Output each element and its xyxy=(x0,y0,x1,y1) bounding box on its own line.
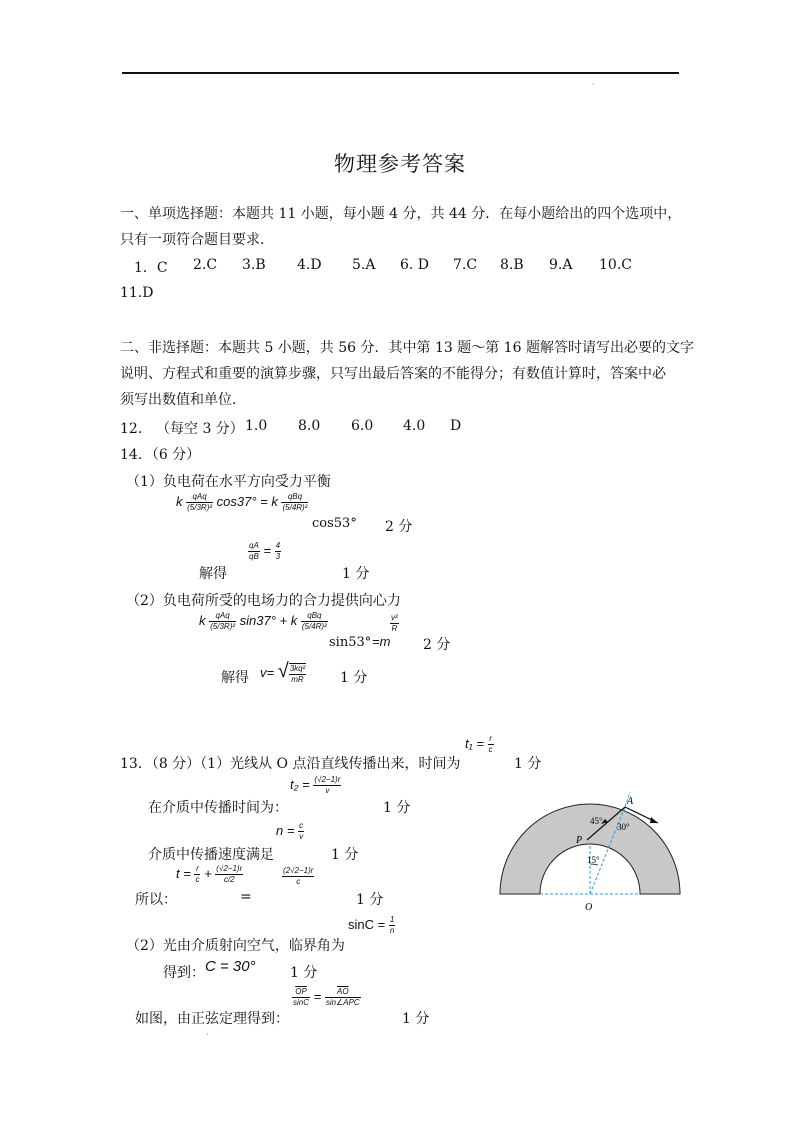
q14-solve1-label: 解得 xyxy=(199,566,227,582)
q13-line2-score: 1 分 xyxy=(383,800,411,816)
q13-line3-score: 1 分 xyxy=(331,847,359,863)
q14-solve1-eq: $\frac{qA}{qB}$ = $\frac{4}{3}$ xyxy=(249,541,281,561)
q12-answer-4: 4.0 xyxy=(403,418,426,434)
header-dot: · xyxy=(592,80,595,89)
q13-line5: （2）光由介质射向空气，临界角为 xyxy=(126,938,345,954)
q13-line6-score: 1 分 xyxy=(290,965,318,981)
label-P: P xyxy=(576,835,583,846)
q14-label: 14．（6 分） xyxy=(120,447,201,463)
answer-4: 4.D xyxy=(297,257,322,273)
q13-t-equals: = xyxy=(240,889,252,905)
label-A: A xyxy=(627,796,634,807)
q14-part2: （2）负电荷所受的电场力的合力提供向心力 xyxy=(126,593,401,609)
q14-solve1-score: 1 分 xyxy=(342,566,370,582)
eq1-frac1: $\frac{\text{qAq}}{\text{(5/3R)²}}$ xyxy=(187,492,213,512)
section1-line1: 一、单项选择题：本题共 11 小题，每小题 4 分，共 44 分．在每小题给出的四个选项中， xyxy=(120,206,682,222)
eq1-frac2: $\frac{\text{qBq}}{\text{(5/4R)²}}$ xyxy=(282,492,308,512)
q14-part1: （1）负电荷在水平方向受力平衡 xyxy=(126,474,331,490)
section2-line1: 二、非选择题：本题共 5 小题，共 56 分．其中第 13 题～第 16 题解答时请写出必要的文字 xyxy=(120,340,694,356)
q14-eq2-tail: sin53° xyxy=(329,635,372,650)
q14-eq2-m: =m xyxy=(372,634,391,649)
q12-label: 12． xyxy=(120,421,152,437)
q13-line2: 在介质中传播时间为： xyxy=(148,800,288,816)
q13-n: n = $\frac{c}{v}$ xyxy=(276,821,304,841)
section1-line2: 只有一项符合题目要求． xyxy=(120,232,274,248)
q13-t: t = $\frac{r}{c}$ + $\frac{(√2-1)r}{c/2}$ xyxy=(176,864,243,884)
q12-answer-1: 1.0 xyxy=(245,418,268,434)
q14-eq2-score: 2 分 xyxy=(423,637,451,653)
answer-7: 7.C xyxy=(453,257,478,273)
q13-line7-score: 1 分 xyxy=(402,1011,430,1027)
answer-1: 1．C xyxy=(134,260,168,276)
answer-2: 2.C xyxy=(193,257,218,273)
q12-note: （每空 3 分） xyxy=(156,421,244,437)
q13-line4-score: 1 分 xyxy=(356,892,384,908)
q13-line1: 13．（8 分）（1）光线从 O 点沿直线传播出来，时间为 xyxy=(120,756,461,772)
label-45: 45° xyxy=(590,816,603,826)
arrow-head xyxy=(650,817,658,823)
label-O: O xyxy=(585,902,593,913)
optics-figure xyxy=(490,790,690,915)
answer-5: 5.A xyxy=(352,257,376,273)
q12-answer-5: D xyxy=(450,418,462,434)
q13-t1: t₁ = $\frac{r}{c}$ xyxy=(465,734,493,754)
q13-t2: t₂ = $\frac{(√2-1)r}{v}$ xyxy=(290,775,341,795)
q12-answer-3: 6.0 xyxy=(351,418,374,434)
q14-eq2: k $\frac{\text{qAq}}{\text{(5/3R)²}}$ sin37° + k $\frac{\text{qBq}}{\text{(5/4R)²}}$ xyxy=(199,611,327,631)
answer-3: 3.B xyxy=(242,257,266,273)
q14-eq1 xyxy=(176,492,308,513)
page-title: 物理参考答案 xyxy=(334,152,466,176)
q14-solve2-score: 1 分 xyxy=(340,670,368,686)
q13-C-eq: C = 30° xyxy=(205,958,256,975)
q13-line1-score: 1 分 xyxy=(514,756,542,772)
answer-8: 8.B xyxy=(500,257,524,273)
answer-6: 6. D xyxy=(400,257,430,273)
q13-line6: 得到： xyxy=(163,965,205,981)
q12-answer-2: 8.0 xyxy=(298,418,321,434)
section2-line2: 说明、方程式和重要的演算步骤，只写出最后答案的不能得分；有数值计算时，答案中必 xyxy=(120,366,666,382)
eq1-k: k xyxy=(176,493,183,509)
q14-eq1-tail: cos53° xyxy=(312,516,357,531)
label-15: 15° xyxy=(587,855,600,865)
answer-9: 9.A xyxy=(549,257,573,273)
q13-sinC: sinC = $\frac{1}{n}$ xyxy=(348,915,395,935)
eq1-mid: cos37° = k xyxy=(216,493,278,509)
footer-dot: · xyxy=(206,1030,209,1039)
q13-line4: 所以： xyxy=(135,892,177,908)
top-rule xyxy=(122,72,679,74)
q13-t-result: $\frac{(2√2-1)r}{c}$ xyxy=(283,866,314,886)
q14-eq2-frac: $\frac{\text{v²}}{R}$ xyxy=(391,613,398,633)
q13-sine-law: $\frac{\overline{OP}}{\sin C}$ = $\frac{\overline{AO}}{\text{sin∠APC}}$ xyxy=(293,987,360,1007)
label-30: 30° xyxy=(617,822,630,832)
answer-11: 11.D xyxy=(120,285,154,301)
q13-line3: 介质中传播速度满足 xyxy=(148,847,274,863)
q14-solve2-eq: v= √ $\frac{\text{3kq²}}{mR}$ xyxy=(260,660,306,684)
section2-line3: 须写出数值和单位． xyxy=(120,392,246,408)
q14-solve2-label: 解得 xyxy=(221,670,249,686)
answer-10: 10.C xyxy=(599,257,632,273)
q13-line7: 如图，由正弦定理得到： xyxy=(135,1011,289,1027)
q14-eq1-score: 2 分 xyxy=(385,519,413,535)
